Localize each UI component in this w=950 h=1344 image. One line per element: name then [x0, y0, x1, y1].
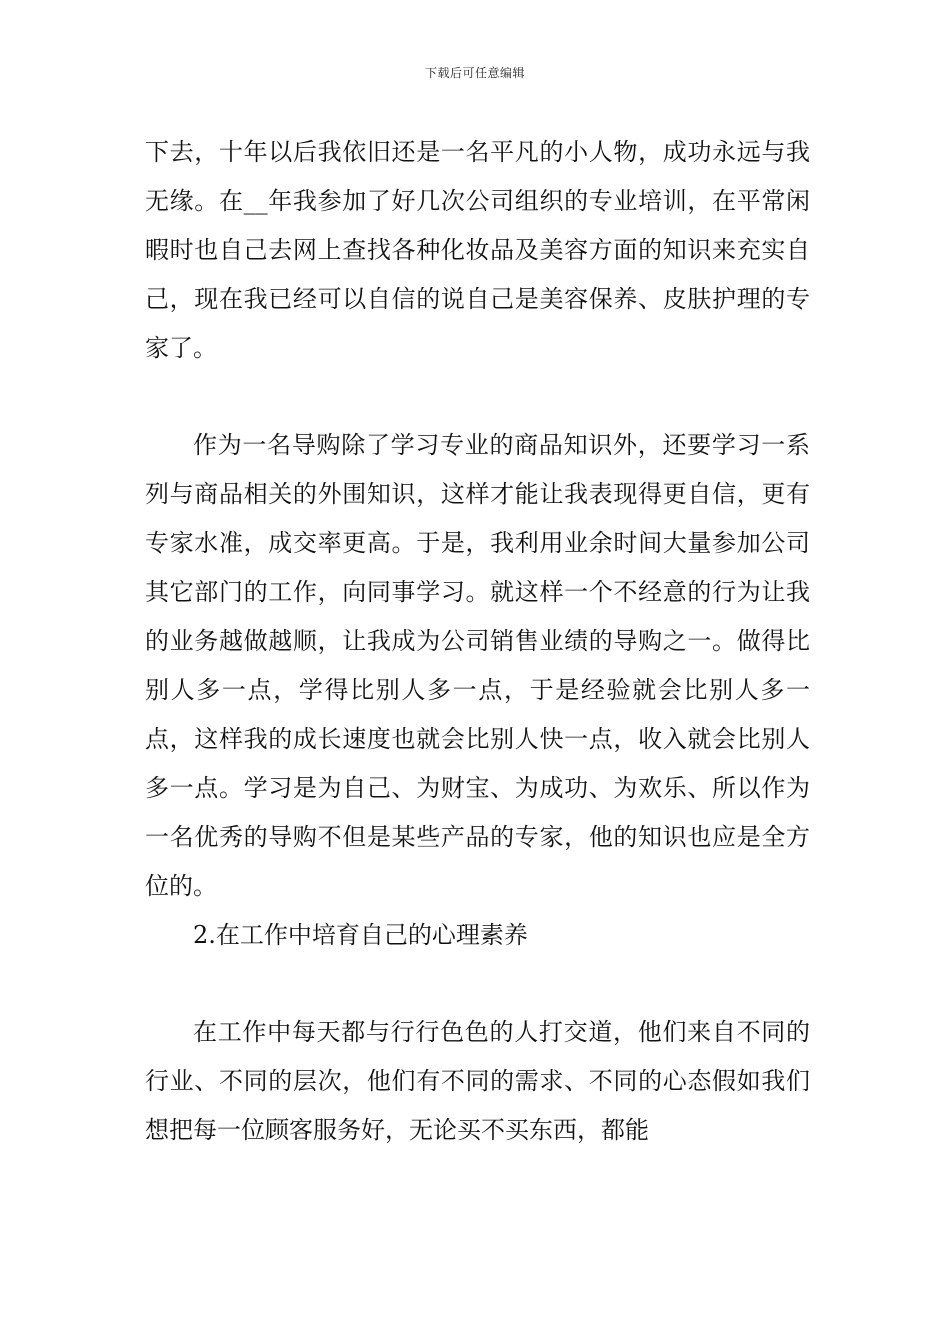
- section-heading: 2.在工作中培育自己的心理素养: [193, 921, 528, 949]
- header-note: 下载后可任意编辑: [424, 66, 525, 80]
- paragraph-psychology: 在工作中每天都与行行色色的人打交道，他们来自不同的行业、不同的层次，他们有不同的需求、不同的心态假如我们想把每一位顾客服务好，无论买不买东西，都能: [145, 1018, 810, 1144]
- paragraph-continuation: 下去，十年以后我依旧还是一名平凡的小人物，成功永远与我无缘。在__年我参加了好几次公司组织的专业培训，在平常闲暇时也自己去网上查找各种化妆品及美容方面的知识来充实自己，现在我已经可以自信的说自己是美容保养、皮肤护理的专家了。: [145, 138, 810, 362]
- document-body: [145, 128, 810, 1155]
- paragraph-learning: 作为一名导购除了学习专业的商品知识外，还要学习一系列与商品相关的外围知识，这样才能让我表现得更自信，更有专家水准，成交率更高。于是，我利用业余时间大量参加公司其它部门的工作，向同事学习。就这样一个不经意的行为让我的业务越做越顺，让我成为公司销售业绩的导购之一。做得比别人多一点，学得比别人多一点，于是经验就会比别人多一点，这样我的成长速度也就会比别人快一点，收入就会比别人多一点。学习是为自己、为财宝、为成功、为欢乐、所以作为一名优秀的导购不但是某些产品的专家，他的知识也应是全方位的。: [145, 431, 810, 900]
